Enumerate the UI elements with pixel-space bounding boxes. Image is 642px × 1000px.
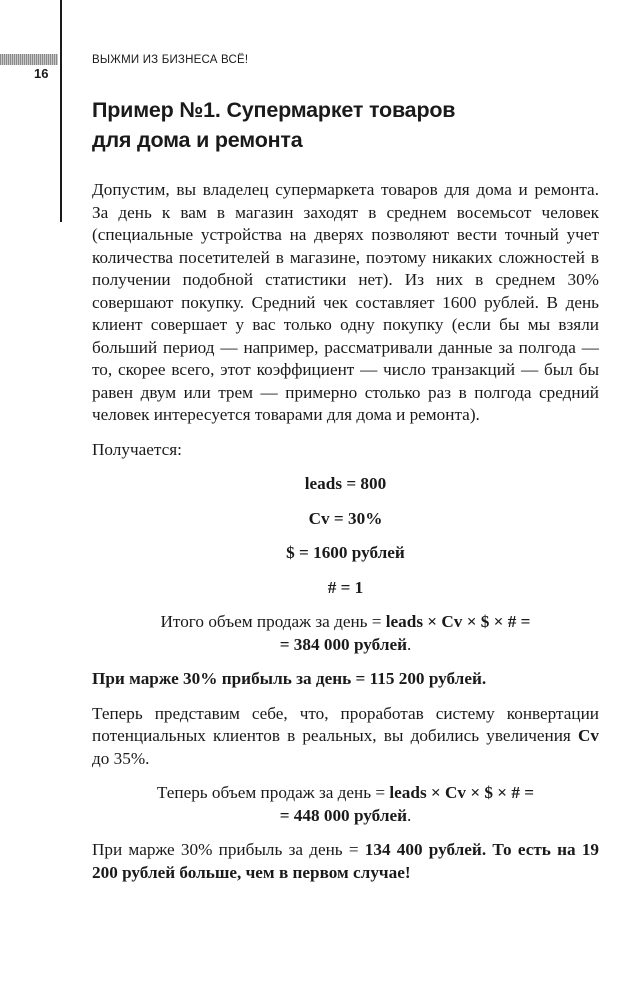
body-text bbox=[92, 179, 599, 896]
formula-transactions: # = 1 bbox=[327, 577, 364, 597]
total-sales-1-formula: leads × Cv × $ × # = bbox=[385, 612, 531, 631]
profit-paragraph-1: При марже 30% прибыль за день = 115 200 рублей. bbox=[92, 669, 487, 688]
running-head: ВЫЖМИ ИЗ БИЗНЕСА ВСЁ! bbox=[92, 54, 249, 66]
improvement-tail: до 35%. bbox=[92, 748, 150, 768]
result-label: Получается: bbox=[92, 439, 182, 459]
total-sales-2-formula: leads × Cv × $ × # = bbox=[389, 783, 535, 802]
page-number: 16 bbox=[34, 66, 49, 81]
formula-average-check: $ = 1600 рублей bbox=[286, 543, 405, 562]
total-sales-1-period: . bbox=[407, 634, 412, 654]
profit-paragraph-2 bbox=[92, 839, 599, 884]
section-title-line-1: Пример №1. Супермаркет товаров bbox=[92, 98, 456, 122]
improvement-text: Теперь представим себе, что, проработав систему конвертации потенциальных клиентов в реальных, вы добились увеличения bbox=[92, 703, 599, 745]
total-sales-2 bbox=[92, 782, 599, 827]
section-title bbox=[92, 95, 592, 155]
formula-cv: Cv = 30% bbox=[308, 508, 383, 528]
intro-paragraph: Допустим, вы владелец супермаркета товаров для дома и ремонта. За день к вам в магазин заходят в среднем восемьсот человек (специальные устройства на дверях позволяют вести точный учет количества посетителей в магазине, поэтому никаких сложностей в получении подобной статистики нет). Из них в среднем 30% совершают покупку. Средний чек составляет 1600 рублей. В день клиент совершает у вас только одну покупку (если бы мы взяли больший период — например, рассматривали данные за полгода — то, скорее всего, этот коэффициент — число транзакций — был бы равен двум или трем — примерно столько раз в полгода средний человек интересуется товарами для дома и ремонта). bbox=[92, 180, 599, 424]
total-sales-2-period: . bbox=[407, 805, 412, 825]
total-sales-1 bbox=[92, 611, 599, 656]
formula-leads: leads = 800 bbox=[304, 474, 387, 493]
total-sales-1-prefix: Итого объем продаж за день = bbox=[160, 612, 386, 631]
improvement-paragraph bbox=[92, 703, 599, 771]
profit-2-prefix: При марже 30% прибыль за день = bbox=[92, 840, 365, 859]
profit-2-bold: 134 400 рублей. То есть на 19 200 рублей больше, чем в первом случае! bbox=[92, 840, 600, 882]
total-sales-2-value: = 448 000 рублей bbox=[279, 805, 407, 825]
total-sales-2-prefix: Теперь объем продаж за день = bbox=[156, 783, 390, 802]
improvement-cv: Cv bbox=[577, 726, 599, 745]
header-decoration-bar bbox=[0, 54, 58, 65]
section-title-line-2: для дома и ремонта bbox=[92, 128, 303, 152]
header-vertical-rule bbox=[60, 0, 62, 222]
total-sales-1-value: = 384 000 рублей bbox=[279, 634, 407, 654]
